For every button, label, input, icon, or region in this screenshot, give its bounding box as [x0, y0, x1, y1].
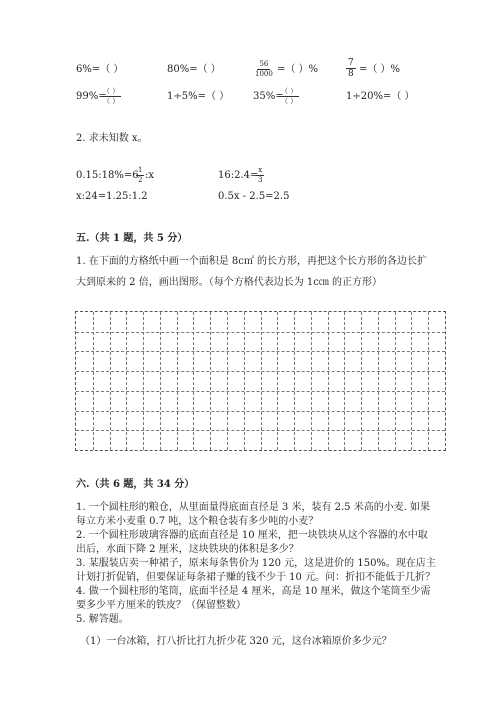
question-2-title: 2. 求未知数 x。 [76, 133, 148, 144]
fill-blank-7-8: =（ ）% [359, 64, 401, 75]
fraction-denominator: 3 [258, 176, 263, 184]
section-6-line: 计划打折促销，但要保证每条裙子赚的钱不少于 10 元。问：折扣不能低于几折？ [76, 572, 436, 583]
equation-1-part1: 0.15:18%=6 [76, 170, 139, 181]
equation-4: 0.5x - 2.5=2.5 [218, 191, 290, 202]
grid-line-horizontal [76, 332, 445, 333]
fraction-denominator: （ ） [103, 97, 120, 105]
section-5-question-line-1: 1. 在下面的方格纸中画一个面积是 8c㎡ 的长方形，再把这个长方形的各边长扩 [76, 256, 428, 267]
fraction-7-8 [346, 58, 356, 79]
equation-2-part1: 16:2.4= [218, 170, 259, 181]
fraction-numerator: （ ） [281, 87, 298, 95]
fill-blank-80pct: 80%=（ ） [167, 64, 221, 75]
grid-line-horizontal [76, 351, 445, 352]
fill-blank-99pct-label: 99%= [76, 91, 107, 102]
grid-line-horizontal [76, 371, 445, 372]
equation-1-fraction [136, 166, 144, 185]
section-5-question-line-2: 大到原来的 2 倍，画出图形。（每个方格代表边长为 1c㎝ 的正方形） [76, 277, 383, 288]
grid-line-horizontal [76, 411, 445, 412]
fraction-blank-35pct [279, 87, 299, 106]
fraction-denominator: 8 [348, 69, 354, 79]
fraction-numerator: 1 [138, 166, 143, 174]
grid-line-horizontal [76, 391, 445, 392]
fraction-blank-99pct [101, 87, 121, 106]
grid-line-horizontal [76, 430, 445, 431]
fill-blank-1div20pct: 1÷20%=（ ） [346, 91, 415, 102]
equation-1-part2: :x [145, 170, 155, 181]
fraction-denominator: 1000 [255, 70, 273, 78]
section-6-line: 2. 一个圆柱形玻璃容器的底面直径是 10 厘米，把一块铁块从这个容器的水中取 [76, 530, 428, 541]
fraction-numerator: 7 [348, 58, 354, 68]
fill-blank-35pct-label: 35%= [253, 91, 284, 102]
equation-2-fraction [256, 166, 264, 185]
section-6-line: 要多少平方厘米的铁皮？（保留整数） [76, 600, 246, 611]
fraction-numerator: （ ） [103, 87, 120, 95]
fill-blank-6pct: 6%=（ ） [76, 64, 124, 75]
section-6-line: 3. 某服装店卖一种裙子，原来每条售价为 120 元，这是进价的 150%。现在店主 [76, 558, 436, 569]
fraction-denominator: （ ） [281, 97, 298, 105]
section-6-line: 每立方米小麦重 0.7 吨，这个粮仓装有多少吨的小麦？ [76, 516, 319, 527]
section-6-line: 出后，水面下降 2 厘米，这块铁块的体积是多少？ [76, 544, 299, 555]
fraction-denominator: 2 [138, 176, 143, 184]
fill-blank-56-1000: =（ ）% [277, 64, 319, 75]
section-6-line: 1. 一个圆柱形的粮仓，从里面量得底面直径是 3 米，装有 2.5 米高的小麦. 如果 [76, 502, 431, 513]
section-6-line: 4. 做一个圆柱形的笔筒，底面半径是 4 厘米，高是 10 厘米，做这个笔筒至少需 [76, 586, 431, 597]
grid-paper [75, 311, 446, 451]
equation-3: x:24=1.25:1.2 [76, 191, 148, 202]
section-5-title: 五.（共 1 题，共 5 分） [76, 233, 188, 244]
section-6-title: 六.（共 6 题，共 34 分） [76, 479, 195, 490]
fraction-56-1000 [253, 60, 275, 79]
fraction-numerator: x [258, 166, 263, 174]
fill-blank-1div5pct: 1÷5%=（ ） [167, 91, 230, 102]
fraction-numerator: 56 [259, 60, 269, 68]
sub-question-1: （1）一台冰箱，打八折比打九折少花 320 元，这台冰箱原价多少元？ [80, 636, 392, 647]
section-6-line: 5. 解答题。 [76, 614, 129, 625]
